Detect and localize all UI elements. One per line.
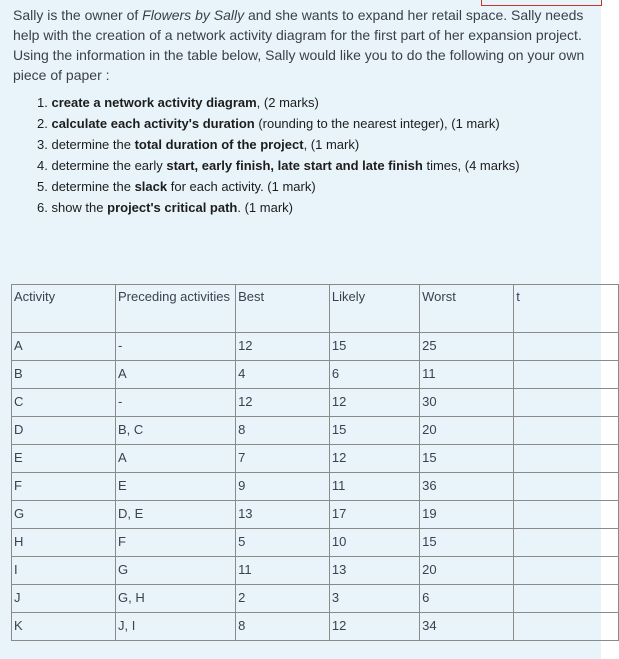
cell-t[interactable] [514, 557, 619, 585]
cell-best: 4 [236, 361, 330, 389]
task-keyword: slack [134, 179, 168, 194]
intro-paragraph [13, 5, 588, 85]
cell-preceding: G [116, 557, 236, 585]
task-text: , (2 marks) [256, 95, 319, 110]
header-activity: Activity [12, 285, 116, 333]
cell-worst: 20 [420, 557, 514, 585]
task-keyword: calculate each activity's duration [51, 116, 255, 131]
task-number: 3. [37, 137, 52, 152]
cell-t[interactable] [514, 613, 619, 641]
cell-likely: 13 [329, 557, 419, 585]
intro-text-end: and she wants to expand her retail space. Sally needs help with the creation of a network activity diagram for the first part of her expansion project. Using the information in the table below, Sally would like you to do the following on your own piece of paper : [13, 7, 585, 83]
cell-activity: F [12, 473, 116, 501]
cell-best: 9 [236, 473, 330, 501]
task-item [37, 134, 520, 155]
cell-activity: A [12, 333, 116, 361]
cell-likely: 6 [329, 361, 419, 389]
cell-t[interactable] [514, 389, 619, 417]
cell-worst: 25 [420, 333, 514, 361]
cell-preceding: - [116, 389, 236, 417]
task-item [37, 155, 520, 176]
table-row [12, 585, 619, 613]
cell-worst: 6 [420, 585, 514, 613]
cell-likely: 12 [329, 389, 419, 417]
cell-t[interactable] [514, 585, 619, 613]
header-t: t [514, 285, 619, 333]
cell-activity: D [12, 417, 116, 445]
task-item [37, 197, 520, 218]
cell-preceding: E [116, 473, 236, 501]
cell-best: 8 [236, 613, 330, 641]
task-number: 2. [37, 116, 52, 131]
task-keyword: start, early finish, late start and late finish [166, 158, 423, 173]
cell-activity: J [12, 585, 116, 613]
cell-best: 11 [236, 557, 330, 585]
header-preceding: Preceding activities [116, 285, 236, 333]
task-text: determine the [51, 179, 135, 194]
cell-worst: 15 [420, 445, 514, 473]
cell-activity: H [12, 529, 116, 557]
cell-worst: 15 [420, 529, 514, 557]
cell-preceding: A [116, 445, 236, 473]
task-text: determine the early [51, 158, 167, 173]
cell-t[interactable] [514, 501, 619, 529]
cell-best: 13 [236, 501, 330, 529]
header-likely: Likely [329, 285, 419, 333]
task-keyword: total duration of the project [134, 137, 304, 152]
cell-preceding: A [116, 361, 236, 389]
task-number: 5. [37, 179, 52, 194]
task-keyword: create a network activity diagram [51, 95, 257, 110]
table-row [12, 445, 619, 473]
table-body [12, 333, 619, 641]
cell-activity: I [12, 557, 116, 585]
cell-best: 5 [236, 529, 330, 557]
cell-best: 12 [236, 333, 330, 361]
cell-preceding: B, C [116, 417, 236, 445]
cell-activity: E [12, 445, 116, 473]
cell-worst: 36 [420, 473, 514, 501]
table-row [12, 557, 619, 585]
cell-worst: 19 [420, 501, 514, 529]
cell-likely: 10 [329, 529, 419, 557]
cell-likely: 12 [329, 445, 419, 473]
activity-table [11, 284, 619, 641]
table-row [12, 529, 619, 557]
cell-activity: B [12, 361, 116, 389]
cell-t[interactable] [514, 529, 619, 557]
cell-best: 2 [236, 585, 330, 613]
cell-t[interactable] [514, 333, 619, 361]
cell-t[interactable] [514, 417, 619, 445]
header-worst: Worst [420, 285, 514, 333]
cell-best: 7 [236, 445, 330, 473]
cell-activity: C [12, 389, 116, 417]
task-number: 4. [37, 158, 52, 173]
cell-likely: 15 [329, 333, 419, 361]
cell-preceding: F [116, 529, 236, 557]
task-text: for each activity. (1 mark) [167, 179, 316, 194]
table-row [12, 361, 619, 389]
table-row [12, 613, 619, 641]
task-text: times, (4 marks) [422, 158, 520, 173]
task-text: (rounding to the nearest integer), (1 mark) [254, 116, 500, 131]
task-item [37, 113, 520, 134]
cell-likely: 17 [329, 501, 419, 529]
task-text: show the [51, 200, 108, 215]
cell-activity: G [12, 501, 116, 529]
task-text: . (1 mark) [237, 200, 293, 215]
cell-preceding: D, E [116, 501, 236, 529]
header-best: Best [236, 285, 330, 333]
cell-best: 8 [236, 417, 330, 445]
cell-likely: 12 [329, 613, 419, 641]
intro-text-start: Sally is the owner of [13, 7, 143, 23]
task-item [37, 176, 520, 197]
cell-likely: 15 [329, 417, 419, 445]
table-row [12, 417, 619, 445]
company-name: Flowers by Sally [142, 7, 245, 23]
cell-t[interactable] [514, 445, 619, 473]
cell-preceding: G, H [116, 585, 236, 613]
cell-activity: K [12, 613, 116, 641]
task-number: 1. [37, 95, 52, 110]
task-item [37, 92, 520, 113]
task-text: , (1 mark) [303, 137, 360, 152]
cell-worst: 11 [420, 361, 514, 389]
task-list [37, 92, 520, 218]
cell-worst: 34 [420, 613, 514, 641]
cell-preceding: - [116, 333, 236, 361]
task-text: determine the [51, 137, 135, 152]
cell-worst: 30 [420, 389, 514, 417]
cell-t[interactable] [514, 473, 619, 501]
cell-preceding: J, I [116, 613, 236, 641]
table-row [12, 333, 619, 361]
cell-likely: 3 [329, 585, 419, 613]
task-keyword: project's critical path [107, 200, 238, 215]
table-row [12, 501, 619, 529]
task-number: 6. [37, 200, 52, 215]
table-header-row [12, 285, 619, 333]
table-row [12, 473, 619, 501]
cell-likely: 11 [329, 473, 419, 501]
cell-best: 12 [236, 389, 330, 417]
cell-t[interactable] [514, 361, 619, 389]
table-row [12, 389, 619, 417]
cell-worst: 20 [420, 417, 514, 445]
